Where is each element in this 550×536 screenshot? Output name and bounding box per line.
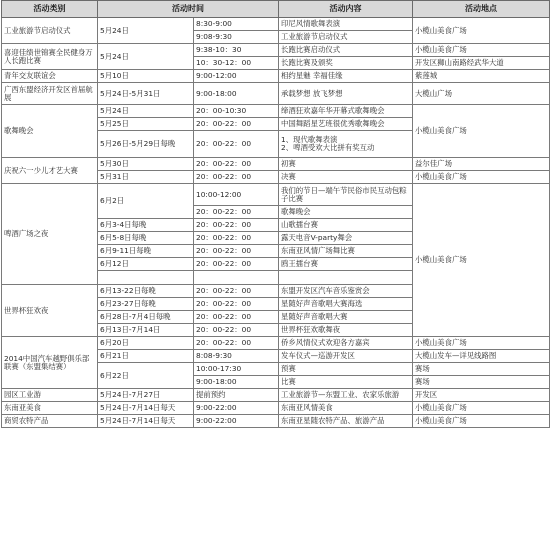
table-row — [2, 402, 550, 415]
date-cell: 5月24日-5月31日 — [98, 83, 194, 105]
time-cell: 9:00-22:00 — [194, 415, 279, 428]
date-cell: 6月2日 — [98, 184, 194, 219]
location-cell: 小榄山美食广场 — [413, 402, 550, 415]
table-row — [2, 184, 550, 206]
time-cell: 8:08-9:30 — [194, 350, 279, 363]
category-cell: 工业旅游节启动仪式 — [2, 18, 98, 44]
content-cell: 缔酒狂欢嘉年华开幕式歌舞晚会 — [279, 105, 413, 118]
time-cell: 20：00-22：00 — [194, 311, 279, 324]
location-cell: 赛场 — [413, 363, 550, 376]
date-cell: 5月25日 — [98, 118, 194, 131]
location-cell: 小榄山美食广场 — [413, 171, 550, 184]
time-cell: 20：00-22：00 — [194, 245, 279, 258]
date-cell: 6月9-11日每晚 — [98, 245, 194, 258]
content-cell: 星随好声音歌唱大赛海选 — [279, 298, 413, 311]
category-cell: 2014中国汽车越野俱乐部联赛（东盟集结赛） — [2, 337, 98, 389]
table-row — [2, 70, 550, 83]
table-row — [2, 158, 550, 171]
category-cell: 歌舞晚会 — [2, 105, 98, 158]
date-cell: 5月24日 — [98, 18, 194, 44]
date-cell: 5月26日-5月29日每晚 — [98, 131, 194, 158]
table-row — [2, 18, 550, 31]
location-cell: 开发区 — [413, 389, 550, 402]
content-cell: 露天电音V-party舞会 — [279, 232, 413, 245]
category-cell: 东南亚美食 — [2, 402, 98, 415]
location-cell: 小榄山美食广场 — [413, 184, 550, 337]
content-cell: 山歌擂台赛 — [279, 219, 413, 232]
location-cell: 小榄山美食广场 — [413, 44, 550, 57]
date-cell: 5月24日 — [98, 105, 194, 118]
time-cell: 20：00-22：00 — [194, 285, 279, 298]
location-cell: 大榄山广场 — [413, 83, 550, 105]
table-row — [2, 44, 550, 57]
table-row — [2, 83, 550, 105]
location-cell: 小榄山美食广场 — [413, 105, 550, 158]
time-cell: 20：00-22：00 — [194, 131, 279, 158]
time-cell: 9:00-12:00 — [194, 70, 279, 83]
content-line: 1、现代歌舞表演 — [281, 135, 338, 145]
content-cell: 东盟开发区汽车音乐鉴赏会 — [279, 285, 413, 298]
date-cell: 6月13-22日每晚 — [98, 285, 194, 298]
time-cell: 提前预约 — [194, 389, 279, 402]
time-cell: 20：00-22：00 — [194, 171, 279, 184]
time-cell: 20：00-22：00 — [194, 258, 279, 271]
date-cell: 5月24日 — [98, 44, 194, 70]
table-row — [2, 389, 550, 402]
time-cell: 9:00-18:00 — [194, 376, 279, 389]
content-cell: 世界杯狂欢歌舞夜 — [279, 324, 413, 337]
time-cell: 20：00-22：00 — [194, 118, 279, 131]
category-cell: 园区工业游 — [2, 389, 98, 402]
time-cell: 20：00-10:30 — [194, 105, 279, 118]
category-cell: 青年交友联谊会 — [2, 70, 98, 83]
content-cell: 我们的节日—端午节民俗市民互动包粽子比赛 — [279, 184, 413, 206]
header-category: 活动类别 — [2, 1, 98, 18]
time-cell: 20：00-22：00 — [194, 298, 279, 311]
time-cell: 9:00-18:00 — [194, 83, 279, 105]
content-cell: 东南亚星随农特产品、旅游产品 — [279, 415, 413, 428]
content-cell: 东南亚风情美食 — [279, 402, 413, 415]
location-cell: 开发区狮山南路经武华大道 — [413, 57, 550, 70]
date-cell: 5月24日-7月27日 — [98, 389, 194, 402]
date-cell: 6月20日 — [98, 337, 194, 350]
time-cell: 10:00-12:00 — [194, 184, 279, 206]
content-cell: 歌舞晚会 — [279, 206, 413, 219]
content-cell: 相约星魅 幸福佳缘 — [279, 70, 413, 83]
content-cell: 长跑比赛启动仪式 — [279, 44, 413, 57]
header-content: 活动内容 — [279, 1, 413, 18]
time-cell: 20：00-22：00 — [194, 206, 279, 219]
time-cell: 9:38-10：30 — [194, 44, 279, 57]
header-location: 活动地点 — [413, 1, 550, 18]
category-cell: 喜迎佳绩世锦赛全民健身万人长跑比赛 — [2, 44, 98, 70]
time-cell: 20：00-22：00 — [194, 232, 279, 245]
date-cell: 6月28日-7月4日每晚 — [98, 311, 194, 324]
table-row — [2, 337, 550, 350]
content-cell: 初赛 — [279, 158, 413, 171]
content-cell: 工业旅游节启动仪式 — [279, 31, 413, 44]
table-row — [2, 105, 550, 118]
date-cell: 6月23-27日每晚 — [98, 298, 194, 311]
content-cell: 中国舞蹈星艺班很优秀歌舞晚会 — [279, 118, 413, 131]
location-cell: 小榄山美食广场 — [413, 415, 550, 428]
location-cell: 小榄山美食广场 — [413, 18, 550, 44]
category-cell: 啤酒广场之夜 — [2, 184, 98, 285]
time-cell: 9:08-9:30 — [194, 31, 279, 44]
location-cell: 大榄山发车—详见线路图 — [413, 350, 550, 363]
date-cell: 5月24日-7月14日每天 — [98, 415, 194, 428]
table-row — [2, 415, 550, 428]
content-cell: 鸥王擂台赛 — [279, 258, 413, 271]
category-cell: 世界杯狂欢夜 — [2, 285, 98, 337]
location-cell: 小榄山美食广场 — [413, 337, 550, 350]
date-cell: 6月22日 — [98, 363, 194, 389]
location-cell: 赛场 — [413, 376, 550, 389]
time-cell: 8:30-9:00 — [194, 18, 279, 31]
event-schedule-table — [1, 0, 550, 428]
table-header-row — [2, 1, 550, 18]
content-cell: 预赛 — [279, 363, 413, 376]
content-cell — [279, 271, 413, 285]
category-cell: 广西东盟经济开发区首届航展 — [2, 83, 98, 105]
date-cell — [98, 271, 194, 285]
date-cell: 5月30日 — [98, 158, 194, 171]
content-cell: 印尼风情歌舞表演 — [279, 18, 413, 31]
content-cell: 承载梦想 放飞梦想 — [279, 83, 413, 105]
time-cell: 20：00-22：00 — [194, 324, 279, 337]
date-cell: 6月12日 — [98, 258, 194, 271]
content-cell: 侨乡风情仪式欢迎各方嘉宾 — [279, 337, 413, 350]
content-cell: 东南亚风情广场舞比赛 — [279, 245, 413, 258]
date-cell: 5月10日 — [98, 70, 194, 83]
content-line: 2、啤酒受欢大比拼有奖互动 — [281, 143, 375, 152]
content-cell: 比赛 — [279, 376, 413, 389]
date-cell: 5月31日 — [98, 171, 194, 184]
time-cell: 9:00-22:00 — [194, 402, 279, 415]
date-cell: 6月13日-7月14日 — [98, 324, 194, 337]
content-cell: 工业旅游节—东盟工业、农家乐旅游 — [279, 389, 413, 402]
time-cell: 20：00-22：00 — [194, 337, 279, 350]
date-cell: 6月5-8日每晚 — [98, 232, 194, 245]
date-cell: 6月3-4日每晚 — [98, 219, 194, 232]
header-time: 活动时间 — [98, 1, 279, 18]
time-cell: 20：00-22：00 — [194, 158, 279, 171]
content-cell: 发车仪式—巡游开发区 — [279, 350, 413, 363]
category-cell: 商贸农特产品 — [2, 415, 98, 428]
location-cell: 紫莲城 — [413, 70, 550, 83]
content-cell: 星随好声音歌唱大赛 — [279, 311, 413, 324]
content-cell: 决赛 — [279, 171, 413, 184]
time-cell: 20：00-22：00 — [194, 219, 279, 232]
time-cell — [194, 271, 279, 285]
content-cell: 长跑比赛及颁奖 — [279, 57, 413, 70]
content-cell — [279, 131, 413, 158]
time-cell: 10：30-12：00 — [194, 57, 279, 70]
date-cell: 6月21日 — [98, 350, 194, 363]
date-cell: 5月24日-7月14日每天 — [98, 402, 194, 415]
location-cell: 益尔佳广场 — [413, 158, 550, 171]
time-cell: 10:00-17:30 — [194, 363, 279, 376]
category-cell: 庆祝六一少儿才艺大赛 — [2, 158, 98, 184]
